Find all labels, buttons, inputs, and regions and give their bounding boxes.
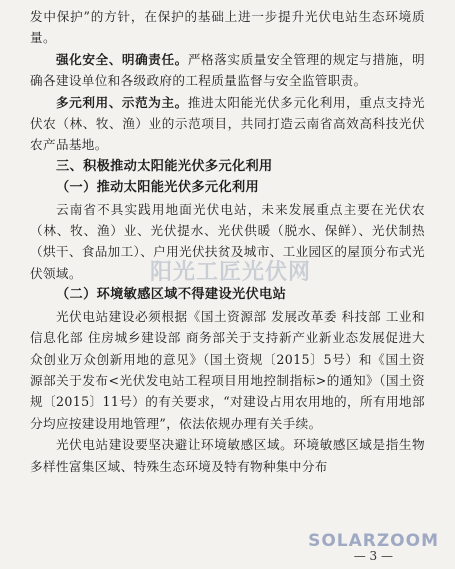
watermark-text: 阳光工匠光伏网 xyxy=(150,260,312,285)
subsection-heading-2: （二）环境敏感区域不得建设光伏电站 xyxy=(56,287,287,303)
paragraph-safety-lead: 强化安全、明确责任。 xyxy=(56,51,188,67)
paragraph-sensitive-areas: 光伏电站建设要坚决避让环境敏感区域。环境敏感区域是指生物多样性富集区域、特殊生态环境及特有物种集中分布 xyxy=(30,437,425,474)
paragraph-safety-body: 严格落实质量安全管理的规定与措施，明确各建设单位和各级政府的工程质量监督与安全监管职责。 xyxy=(30,51,425,89)
section-heading-3: 三、积极推动太阳能光伏多元化利用 xyxy=(56,158,273,174)
paragraph-safety xyxy=(30,49,425,92)
page-number: — 3 — xyxy=(353,549,393,563)
paragraph-0: 发中保护”的方针，在保护的基础上进一步提升光伏电站生态环境质量。 xyxy=(30,9,425,46)
solarzoom-logo: SOLARZOOM xyxy=(308,531,439,551)
paragraph-multi-use-body: 推进太阳能光伏多元化利用，重点支持光伏农（林、牧、渔）业的示范项目，共同打造云南省高效高科技光伏农产品基地。 xyxy=(30,94,425,153)
paragraph-land-policy: 光伏电站建设必须根据《国土资源部 发展改革委 科技部 工业和信息化部 住房城乡建设部 商务部关于支持新产业新业态发展促进大众创业万众创新用地的意见》（国土资规〔2015〕5号）和《国土资源部关于发布<光伏发电站工程项目用地控制指标>的通知》（国土资规〔2015〕11号）的有关要求，“对建设占用农用地的，所有用地部分均应按建设用地管理”，依法依规办理有关手续。 xyxy=(30,308,425,431)
paragraph-multi-use-lead: 多元利用、示范为主。 xyxy=(56,94,188,110)
subsection-heading-1: （一）推动太阳能光伏多元化利用 xyxy=(56,180,260,196)
paragraph-multi-use xyxy=(30,92,425,156)
paragraph-development-focus: 云南省不具实践用地面光伏电站，未来发展重点主要在光伏农（林、牧、渔）业、光伏提水、光伏供暖（脱水、保鲜）、光伏制热（烘干、食品加工）、户用光伏扶贫及城市、工业园区的屋顶分布式光伏领域。 xyxy=(30,201,425,281)
